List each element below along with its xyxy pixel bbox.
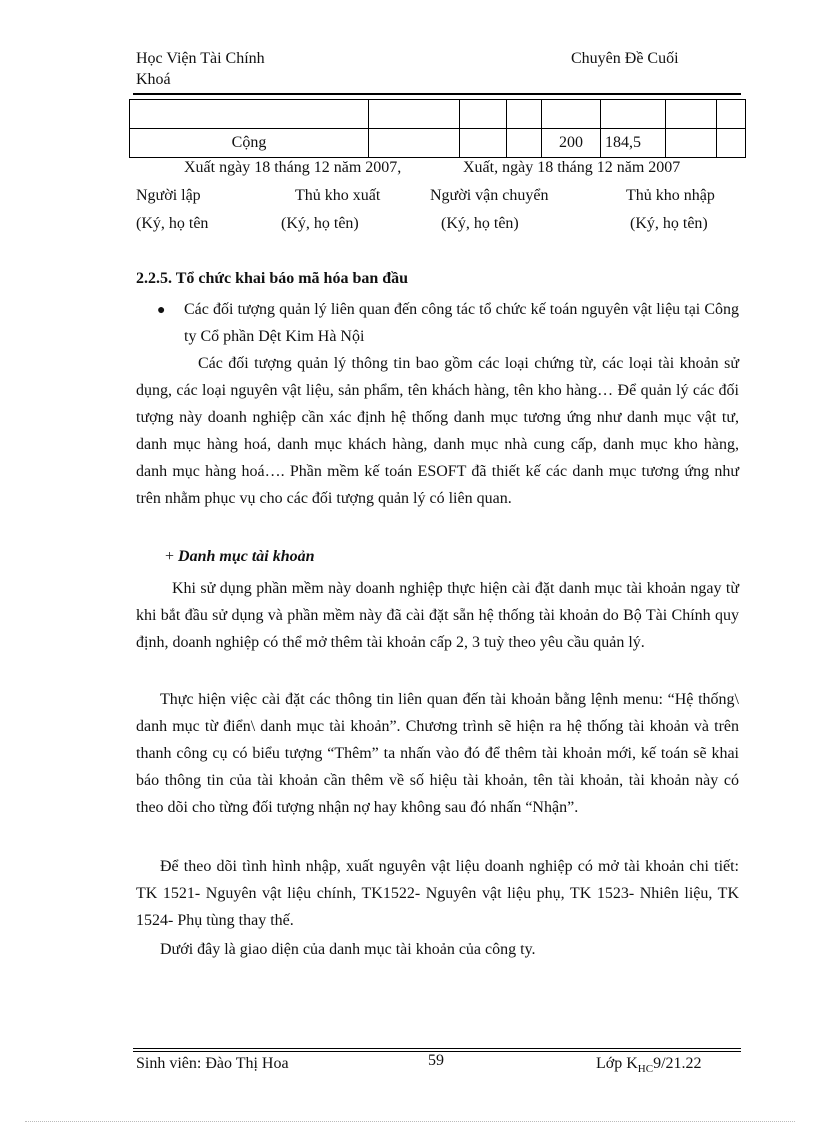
header-rule: [133, 93, 741, 95]
section-heading: 2.2.5. Tổ chức khai báo mã hóa ban đầu: [136, 270, 409, 287]
paragraph-1: Các đối tượng quản lý thông tin bao gồm các loại chứng từ, các loại tài khoản sử dụng, các loại nguyên vật liệu, sản phẩm, tên khách hàng, tên kho hàng… Để quản lý các đối tượng này doanh nghiệp cần xác định hệ thống danh mục tương ứng như danh mục vật tư, danh mục hàng hoá, danh mục khách hàng, danh mục nhà cung cấp, danh mục kho hàng, danh mục hàng hoá…. Phần mềm kế toán ESOFT đã thiết kế các danh mục tương ứng như trên nhằm phục vụ cho các đối tượng quản lý có liên quan.: [136, 355, 739, 507]
paragraph-4: Để theo dõi tình hình nhập, xuất nguyên vật liệu doanh nghiệp có mở tài khoản chi tiết: TK 1521- Nguyên vật liệu chính, TK1522- Nguyên vật liệu phụ, TK 1523- Nhiên liệu, TK 1524- Phụ tùng thay thế.: [136, 858, 739, 929]
header-institution: Học Viện Tài Chính: [136, 50, 265, 67]
footer-class-prefix: Lớp K: [596, 1055, 638, 1072]
sign-note-4: (Ký, họ tên): [630, 215, 708, 232]
bullet-text: Các đối tượng quản lý liên quan đến công tác tổ chức kế toán nguyên vật liệu tại Công ty Cổ phần Dệt Kim Hà Nội: [184, 301, 739, 345]
total-qty-doc: 200: [542, 129, 601, 158]
table-row: [130, 100, 746, 129]
footer-rule-top: [133, 1048, 741, 1049]
header-title: Chuyên Đề Cuối: [571, 50, 679, 67]
bullet-icon: ●: [157, 303, 166, 318]
role-transporter: Người vận chuyển: [430, 187, 549, 204]
date-left: Xuất ngày 18 tháng 12 năm 2007,: [184, 159, 402, 176]
footer-student: Sinh viên: Đào Thị Hoa: [136, 1055, 289, 1072]
role-preparer: Người lập: [136, 187, 201, 204]
subheading: [165, 548, 315, 566]
sign-note-2: (Ký, họ tên): [281, 215, 359, 232]
date-right: Xuất, ngày 18 tháng 12 năm 2007: [463, 159, 681, 176]
role-warehouse-in: Thủ kho nhập: [626, 187, 715, 204]
paragraph-2: Khi sử dụng phần mềm này doanh nghiệp thực hiện cài đặt danh mục tài khoản ngay từ khi bắt đầu sử dụng và phần mềm này đã cài đặt sẵn hệ thống tài khoản do Bộ Tài Chính quy định, doanh nghiệp có thể mở thêm tài khoản cấp 2, 3 tuỳ theo yêu cầu quản lý.: [136, 580, 739, 651]
footer-class-sub: HC: [637, 1063, 654, 1076]
summary-table: [129, 99, 746, 158]
footer-class-suffix: 9/21.22: [653, 1055, 702, 1072]
sign-note-1: (Ký, họ tên: [136, 215, 209, 232]
total-label: Cộng: [130, 129, 369, 158]
header-khoa: Khoá: [136, 71, 171, 88]
footer-page-number: 59: [428, 1052, 444, 1069]
paragraph-3: Thực hiện việc cài đặt các thông tin liên quan đến tài khoản bằng lệnh menu: “Hệ thống\ danh mục từ điển\ danh mục tài khoản”. Chương trình sẽ hiện ra hệ thống tài khoản và trên thanh công cụ có biểu tượng “Thêm” ta nhấn vào đó để thêm tài khoản mới, kế toán sẽ khai báo thông tin của tài khoản cần thêm về số hiệu tài khoản, tên tài khoản, tài khoản này có theo dõi cho từng đối tượng nhận nợ hay không sau đó nhấn “Nhận”.: [136, 691, 739, 816]
table-row-total: [130, 129, 746, 158]
subheading-title: Danh mục tài khoản: [178, 548, 315, 565]
footer-class: [596, 1055, 702, 1075]
paragraph-5: Dưới đây là giao diện của danh mục tài khoản của công ty.: [160, 941, 536, 958]
page-edge: [25, 1121, 795, 1122]
total-qty-actual: 184,5: [601, 129, 666, 158]
role-warehouse-out: Thủ kho xuất: [295, 187, 381, 204]
sign-note-3: (Ký, họ tên): [441, 215, 519, 232]
subheading-prefix: +: [165, 548, 175, 565]
